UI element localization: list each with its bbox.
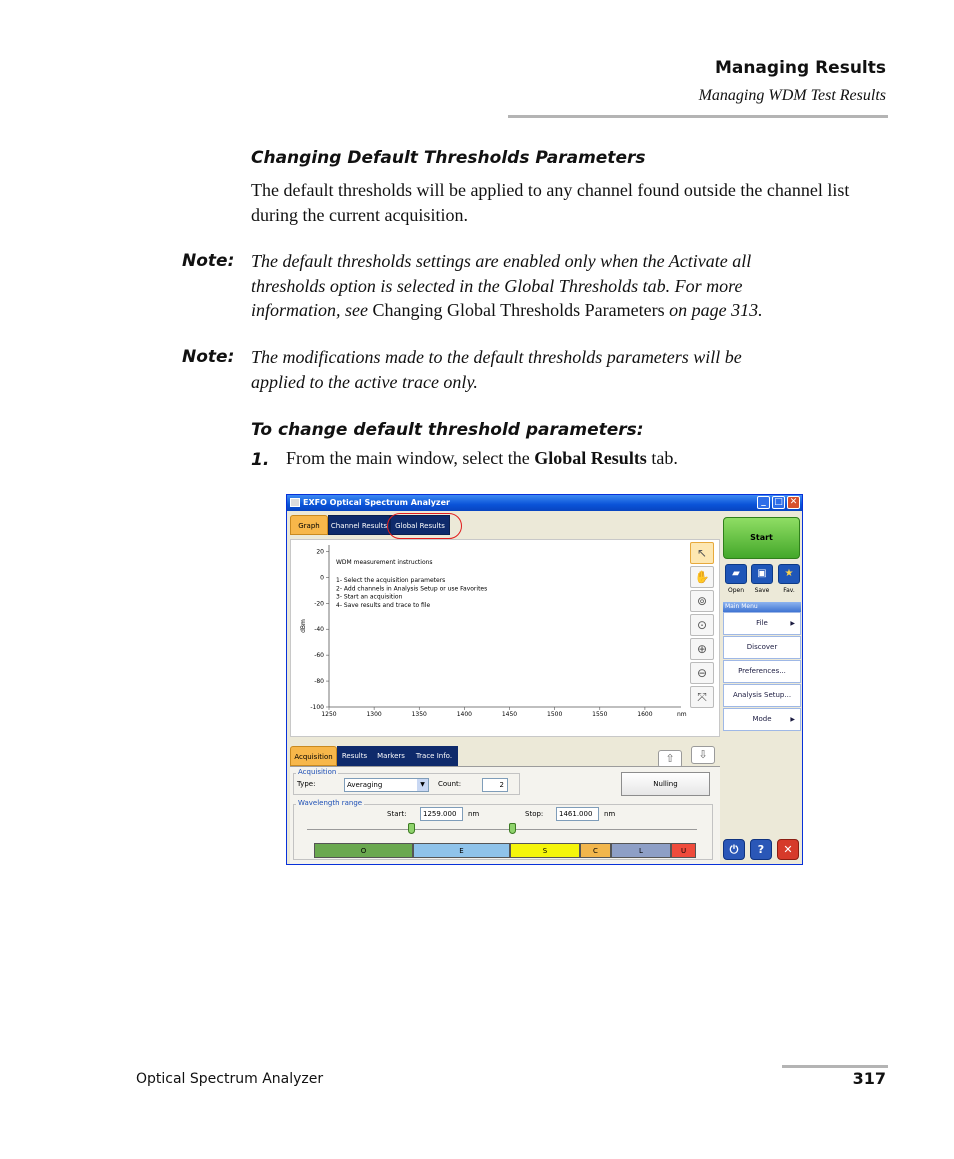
menu-item-mode[interactable] <box>723 708 801 731</box>
acquisition-group-label: Acquisition <box>298 768 337 776</box>
band-u <box>671 843 696 858</box>
instruction-line: 1- Select the acquisition parameters <box>336 577 446 584</box>
type-select-value: Averaging <box>347 781 383 789</box>
open-label: Open <box>727 587 745 594</box>
x-tick-label: 1550 <box>592 711 608 718</box>
header-rule <box>508 115 888 118</box>
tab-markers[interactable]: Markers <box>372 746 410 766</box>
y-tick-label: 20 <box>316 548 324 556</box>
y-axis-label: dBm <box>300 619 307 633</box>
note-1 <box>251 249 871 323</box>
instruction-line: 2- Add channels in Analysis Setup or use Favorites <box>336 585 488 593</box>
tab-results[interactable]: Results <box>337 746 372 766</box>
step-prefix: From the main window, select the <box>286 448 535 468</box>
app-screenshot <box>286 494 803 865</box>
window-titlebar <box>287 495 802 511</box>
x-tick-label: 1400 <box>456 711 473 718</box>
stop-slider-handle[interactable] <box>509 823 516 834</box>
note-label-2: Note: <box>182 347 235 367</box>
x-tick-label: 1600 <box>637 711 653 718</box>
start-wavelength-input[interactable]: 1259.000 <box>420 807 463 821</box>
stop-wavelength-input[interactable]: 1461.000 <box>556 807 599 821</box>
zoom-fit-icon[interactable]: ⊙ <box>690 614 714 636</box>
instruction-line: 3- Start an acquisition <box>336 593 403 601</box>
step-suffix: tab. <box>646 448 678 468</box>
menu-item-file-label: File <box>756 619 768 627</box>
band-e <box>413 843 510 858</box>
zoom-area-icon[interactable]: ⊚ <box>690 590 714 612</box>
band-o <box>314 843 413 858</box>
note-1-line-2: thresholds option is selected in the Global Thresholds tab. For more <box>251 275 743 296</box>
intro-paragraph: The default thresholds will be applied to any channel found outside the channel list during the current acquisition. <box>251 180 850 225</box>
x-tick-label: 1250 <box>321 711 337 718</box>
x-tick-label: 1500 <box>547 711 563 718</box>
arrow-down-icon[interactable]: ⇩ <box>691 746 715 764</box>
count-input[interactable]: 2 <box>482 778 508 792</box>
page-number: 317 <box>852 1069 886 1088</box>
band-o-label: O <box>360 847 367 855</box>
band-s-label: S <box>542 847 548 855</box>
menu-item-analysis-setup-label: Analysis Setup... <box>732 691 792 699</box>
menu-item-discover[interactable] <box>723 636 801 659</box>
chevron-down-icon: ▼ <box>417 779 428 791</box>
range-slider-track[interactable] <box>307 829 697 830</box>
note-1-line-3 <box>251 298 871 323</box>
tab-acquisition[interactable]: Acquisition <box>290 746 337 766</box>
save-disk-icon[interactable]: ▣ <box>751 564 773 584</box>
y-tick-label: -40 <box>314 626 324 634</box>
type-label: Type: <box>297 780 316 788</box>
section-title: Changing Default Thresholds Parameters <box>251 148 646 168</box>
maximize-icon[interactable]: □ <box>772 496 785 509</box>
tab-channel-results[interactable]: Channel Results <box>328 515 390 535</box>
note-2-line-1: The modifications made to the default thresholds parameters will be <box>251 347 742 367</box>
fav-label: Fav. <box>783 587 795 594</box>
full-scale-icon[interactable]: ⤧ <box>690 686 714 708</box>
tab-global-results[interactable]: Global Results <box>390 515 450 535</box>
note-2-line-2: applied to the active trace only. <box>251 371 478 392</box>
start-slider-handle[interactable] <box>408 823 415 834</box>
instruction-line: 4- Save results and trace to file <box>336 601 431 609</box>
arrow-right-icon: ▶ <box>790 716 795 723</box>
menu-item-discover-label: Discover <box>746 643 778 651</box>
cross-reference-link[interactable]: Changing Global Thresholds Parameters <box>372 300 665 320</box>
y-tick-label: -60 <box>314 652 324 660</box>
start-button[interactable]: Start <box>723 517 800 559</box>
band-c-label: C <box>593 847 598 855</box>
type-select[interactable] <box>344 778 429 792</box>
note-2 <box>251 345 871 394</box>
menu-item-file[interactable] <box>723 612 801 635</box>
footer-rule <box>782 1065 888 1068</box>
note-1-suffix: on page 313. <box>664 300 763 320</box>
close-icon[interactable]: ✕ <box>787 496 800 509</box>
band-u-label: U <box>680 847 687 855</box>
app-icon <box>290 498 300 507</box>
note-1-prefix: information, see <box>251 300 373 320</box>
arrow-right-icon: ▶ <box>790 620 795 627</box>
note-label-1: Note: <box>182 251 235 271</box>
window-title: EXFO Optical Spectrum Analyzer <box>303 498 450 507</box>
footer-product: Optical Spectrum Analyzer <box>136 1071 324 1087</box>
y-tick-label: 0 <box>320 574 324 582</box>
main-menu-header: Main Menu <box>723 602 801 612</box>
highlight-circle <box>387 513 462 539</box>
menu-item-analysis-setup[interactable] <box>723 684 801 707</box>
note-1-line-1: The default thresholds settings are enabled only when the Activate all <box>251 251 752 271</box>
menu-item-preferences[interactable] <box>723 660 801 683</box>
y-tick-label: -100 <box>310 704 324 711</box>
running-header-subtitle: Managing WDM Test Results <box>698 87 886 104</box>
tab-graph[interactable]: Graph <box>290 515 328 535</box>
x-axis-unit: nm <box>677 711 687 718</box>
y-tick-label: -20 <box>314 600 324 608</box>
plot-frame <box>290 539 720 737</box>
band-e-label: E <box>459 847 464 855</box>
zoom-in-icon[interactable]: ⊕ <box>690 638 714 660</box>
favorites-star-icon[interactable]: ★ <box>778 564 800 584</box>
count-label: Count: <box>438 780 462 788</box>
start-label: Start: <box>387 810 407 818</box>
open-folder-icon[interactable]: ▰ <box>725 564 747 584</box>
band-l-label: L <box>639 847 643 855</box>
y-tick-label: -80 <box>314 678 324 686</box>
pan-hand-icon[interactable]: ✋ <box>690 566 714 588</box>
step-text <box>286 448 678 469</box>
zoom-out-icon[interactable]: ⊖ <box>690 662 714 684</box>
power-icon[interactable]: ⏻ <box>723 839 745 860</box>
start-unit: nm <box>468 810 480 818</box>
arrow-up-icon[interactable]: ⇧ <box>658 750 682 768</box>
band-c <box>580 843 611 858</box>
help-icon[interactable]: ? <box>750 839 772 860</box>
pointer-icon[interactable]: ↖ <box>690 542 714 564</box>
exit-icon[interactable]: ✕ <box>777 839 799 860</box>
x-tick-label: 1300 <box>366 711 382 718</box>
spectrum-plot <box>291 540 691 736</box>
stop-label: Stop: <box>525 810 544 818</box>
menu-item-mode-label: Mode <box>752 715 772 723</box>
band-s <box>510 843 580 858</box>
nulling-button[interactable]: Nulling <box>621 772 710 796</box>
step-number: 1. <box>251 450 270 470</box>
wavelength-group-label: Wavelength range <box>298 799 363 807</box>
band-l <box>611 843 671 858</box>
instructions-title: WDM measurement instructions <box>336 559 433 566</box>
menu-item-preferences-label: Preferences... <box>738 667 786 675</box>
tab-trace-info[interactable]: Trace Info. <box>410 746 458 766</box>
stop-unit: nm <box>604 810 616 818</box>
running-header-title: Managing Results <box>714 58 886 78</box>
x-tick-label: 1350 <box>411 711 427 718</box>
step-bold: Global Results <box>534 448 647 468</box>
save-label: Save <box>754 587 770 594</box>
procedure-title: To change default threshold parameters: <box>251 420 644 440</box>
x-tick-label: 1450 <box>501 711 518 718</box>
minimize-icon[interactable]: _ <box>757 496 770 509</box>
